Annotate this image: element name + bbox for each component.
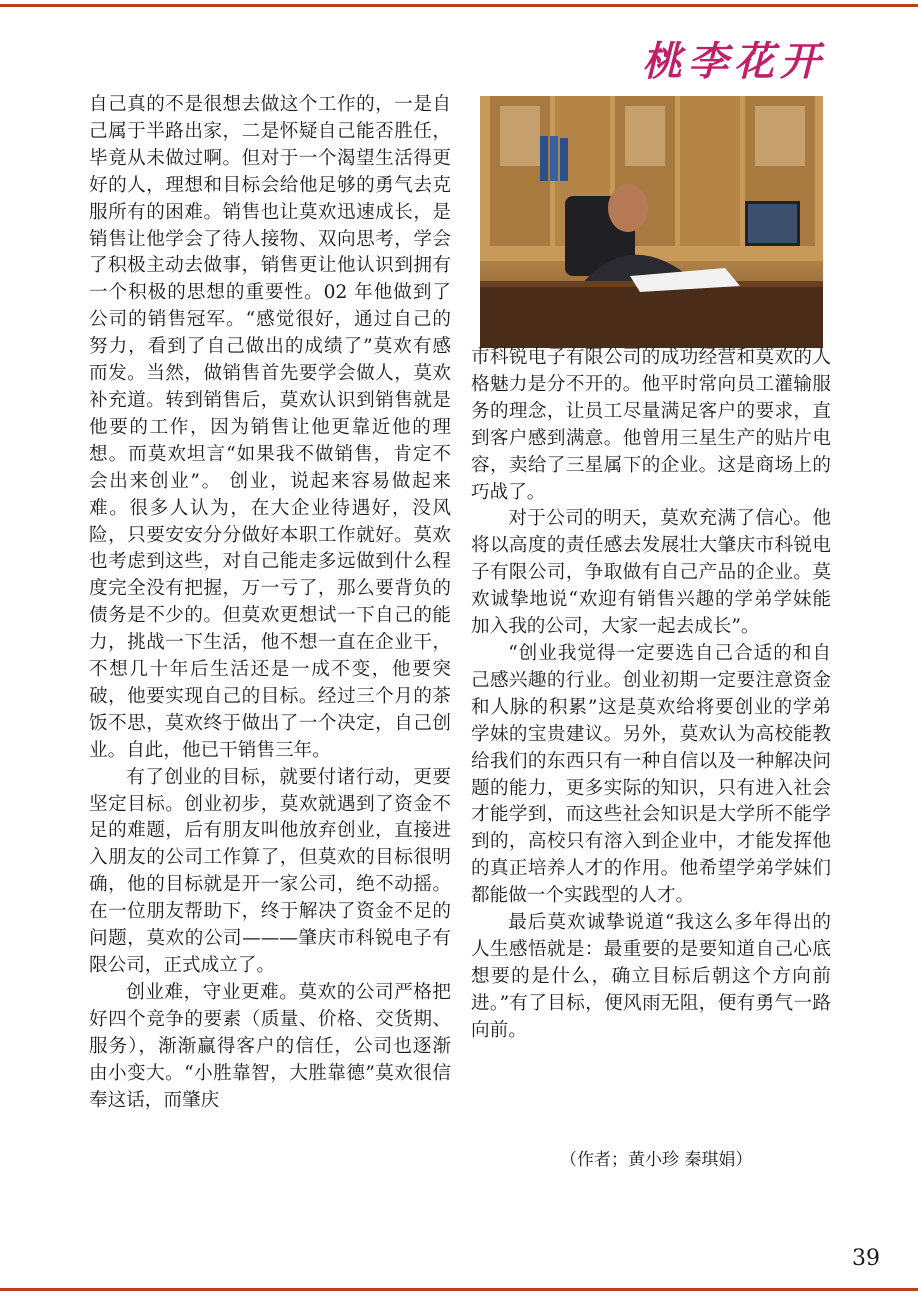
paragraph: 对于公司的明天，莫欢充满了信心。他将以高度的责任感去发展壮大肇庆市科锐电子有限公司，争取做有自己产品的企业。莫欢诚挚地说“欢迎有销售兴趣的学弟学妹能加入我的公司，大家一起去成长”。 (471, 508, 831, 638)
top-rule (0, 4, 918, 7)
man-reading-at-desk-photo (480, 96, 823, 348)
paragraph: 自己真的不是很想去做这个工作的，一是自己属于半路出家，二是怀疑自己能否胜任，毕竟从未做过啊。但对于一个渴望生活得更好的人，理想和目标会给他足够的勇气去克服所有的困难。销售也让莫欢迅速成长，是销售让他学会了待人接物、双向思考，学会了积极主动去做事，销售更让他认识到拥有一个积极的思想的重要性。02 年他做到了公司的销售冠军。“感觉很好，通过自己的努力，看到了自己做出的成绩了”莫欢有感而发。当然，做销售首先要学会做人，莫欢补充道。转到销售后，莫欢认识到销售就是他要的工作，因为销售让他更靠近他的理想。而莫欢坦言“如果我不做销售，肯定不会出来创业”。 创业，说起来容易做起来难。很多人认为，在大企业待遇好，没风险，只要安安分分做好本职工作就好。莫欢也考虑到这些，对自己能走多远做到什么程度完全没有把握，万一亏了，那么要背负的债务是不少的。但莫欢更想试一下自己的能力，挑战一下生活，他不想一直在企业干，不想几十年后生活还是一成不变，他要突破，他要实现自己的目标。经过三个月的茶饭不思，莫欢终于做出了一个决定，自己创业。自此，他已干销售三年。 (89, 94, 451, 761)
bottom-rule (0, 1288, 918, 1291)
left-column (89, 92, 451, 1114)
paragraph: “创业我觉得一定要选自己合适的和自己感兴趣的行业。创业初期一定要注意资金和人脉的积累”这是莫欢给将要创业的学弟学妹的宝贵建议。另外，莫欢认为高校能教给我们的东西只有一种自信以及一种解决问题的能力，更多实际的知识，只有进入社会才能学到，而这些社会知识是大学所不能学到的，高校只有溶入到企业中，才能发挥他的真正培养人才的作用。他希望学弟学妹们都能做一个实践型的人才。 (471, 642, 831, 907)
paragraph: 创业难，守业更难。莫欢的公司严格把好四个竞争的要素（质量、价格、交货期、服务），渐渐赢得客户的信任，公司也逐渐由小变大。“小胜靠智，大胜靠德”莫欢很信奉这话，而肇庆 (89, 981, 451, 1111)
right-column (471, 345, 831, 1045)
photo-illustration (480, 96, 823, 348)
page-number: 39 (852, 1246, 880, 1271)
section-title: 桃李花开 (642, 38, 826, 85)
author-credit: （作者；黄小珍 秦琪娟） (560, 1150, 753, 1170)
paragraph: 市科锐电子有限公司的成功经营和莫欢的人格魅力是分不开的。他平时常向员工灌输服务的理念，让员工尽量满足客户的要求，直到客户感到满意。他曾用三星生产的贴片电容，卖给了三星属下的企业。这是商场上的巧战了。 (471, 347, 831, 503)
paragraph: 有了创业的目标，就要付诸行动，更要坚定目标。创业初步，莫欢就遇到了资金不足的难题，后有朋友叫他放弃创业，直接进入朋友的公司工作算了，但莫欢的目标很明确，他的目标就是开一家公司，绝不动摇。在一位朋友帮助下，终于解决了资金不足的问题，莫欢的公司———肇庆市科锐电子有限公司，正式成立了。 (89, 766, 451, 976)
paragraph: 最后莫欢诚挚说道“我这么多年得出的人生感悟就是：最重要的是要知道自己心底想要的是什么，确立目标后朝这个方向前进。”有了目标，便风雨无阻，便有勇气一路向前。 (471, 912, 831, 1041)
